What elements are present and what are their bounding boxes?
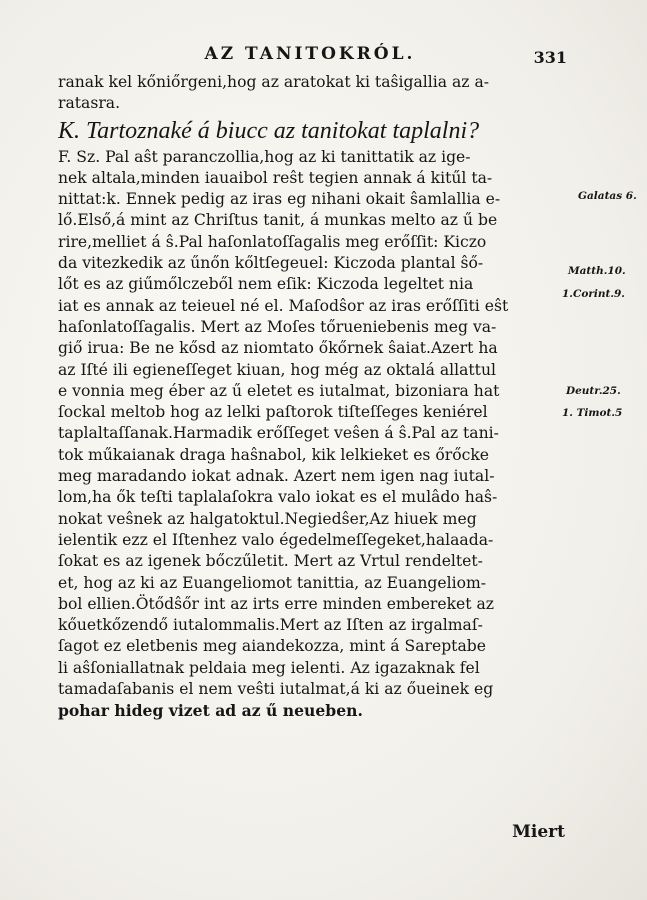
- text-line: iat es annak az teieuel né el. Maſodŝor az iras erőſſiti eŝt: [58, 296, 509, 315]
- margin-note: 1. Timot.5: [562, 407, 623, 419]
- text-line: lőt es az giűmőlczeből nem eſik: Kiczoda legeltet nia: [58, 275, 474, 294]
- text-line: tamadaſabanis el nem veŝti iutalmat,á ki az őueinek eg: [58, 680, 494, 699]
- text-line: lő.Első,á mint az Chriſtus tanit, á munkas melto az ű be: [58, 211, 498, 230]
- text-line: taplaltaſſanak.Harmadik erőſſeget veŝen á ŝ.Pal az tani-: [58, 424, 499, 443]
- page-number: 331: [533, 48, 567, 67]
- question-heading: K. Tartoznaké á biucc az tanitokat taplalni?: [58, 117, 480, 144]
- text-line: haſonlatoſſagalis. Mert az Moſes tőrueniebenis meg va-: [58, 317, 497, 336]
- text-line: ielentik ezz el Iſtenhez valo égedelmeſſegeket,halaada-: [58, 530, 494, 549]
- text-line: nek altala,minden iauaibol reŝt tegien annak á kitűl ta-: [58, 168, 493, 187]
- text-line: ſockal meltob hog az lelki paſtorok tiſteſſeges keniérel: [58, 403, 488, 422]
- text-line: az Iſté ili egieneſſeget kiuan, hog még az oktalá allattul: [58, 360, 496, 379]
- body-text: [58, 72, 566, 722]
- margin-note: Matth.10.: [568, 265, 626, 277]
- margin-note: Deutr.25.: [566, 385, 621, 397]
- text-line: nokat veŝnek az halgatoktul.Negiedŝer,Az hiuek meg: [58, 509, 477, 528]
- text-line: ſagot ez eletbenis meg aiandekozza, mint á Sareptabe: [58, 637, 486, 656]
- text-line: giő irua: Be ne kősd az niomtato őkőrnek ŝaiat.Azert ha: [58, 339, 498, 358]
- text-line: ratasra.: [58, 94, 121, 113]
- running-header: AZ TANITOKRÓL.: [204, 44, 416, 64]
- text-line: nittat:k. Ennek pedig az iras eg nihani okait ŝamlallia e-: [58, 190, 501, 209]
- text-line: ranak kel kőniőrgeni,hog az aratokat ki taŝigallia az a-: [58, 73, 490, 91]
- text-line: li aŝſoniallatnak peldaia meg ielenti. Az igazaknak fel: [58, 658, 480, 677]
- text-line: pohar hideg vizet ad az ű neueben.: [58, 701, 363, 721]
- text-line: meg maradando iokat adnak. Azert nem igen nag iutal-: [58, 467, 495, 486]
- margin-note: Galatas 6.: [578, 190, 637, 202]
- text-line: tok műkaianak draga haŝnabol, kik lelkieket es őrőcke: [58, 445, 490, 464]
- text-line: da vitezkedik az űnőn kőltſegeuel: Kiczoda plantal ŝő-: [58, 254, 484, 273]
- text-line: F. Sz. Pal aŝt paranczollia,hog az ki tanittatik az ige-: [58, 147, 471, 166]
- text-line: ſokat es az igenek bőczűletit. Mert az Vrtul rendeltet-: [58, 552, 483, 571]
- text-line: kőuetkőzendő iutalommalis.Mert az Iſten az irgalmaſ-: [58, 616, 483, 635]
- text-line: bol ellien.Ötődŝőr int az irts erre minden embereket az: [58, 594, 495, 613]
- margin-note: 1.Corint.9.: [562, 288, 625, 300]
- text-line: rire,melliet á ŝ.Pal haſonlatoſſagalis meg erőſſit: Kiczo: [58, 232, 487, 251]
- text-line: et, hog az ki az Euangeliomot tanittia, az Euangeliom-: [58, 573, 487, 592]
- text-line: lom,ha ők teſti taplalaſokra valo iokat es el mulâdo haŝ-: [58, 488, 498, 507]
- catchword: Miert: [512, 822, 565, 842]
- text-line: e vonnia meg éber az ű eletet es iutalmat, bizoniara hat: [58, 381, 500, 400]
